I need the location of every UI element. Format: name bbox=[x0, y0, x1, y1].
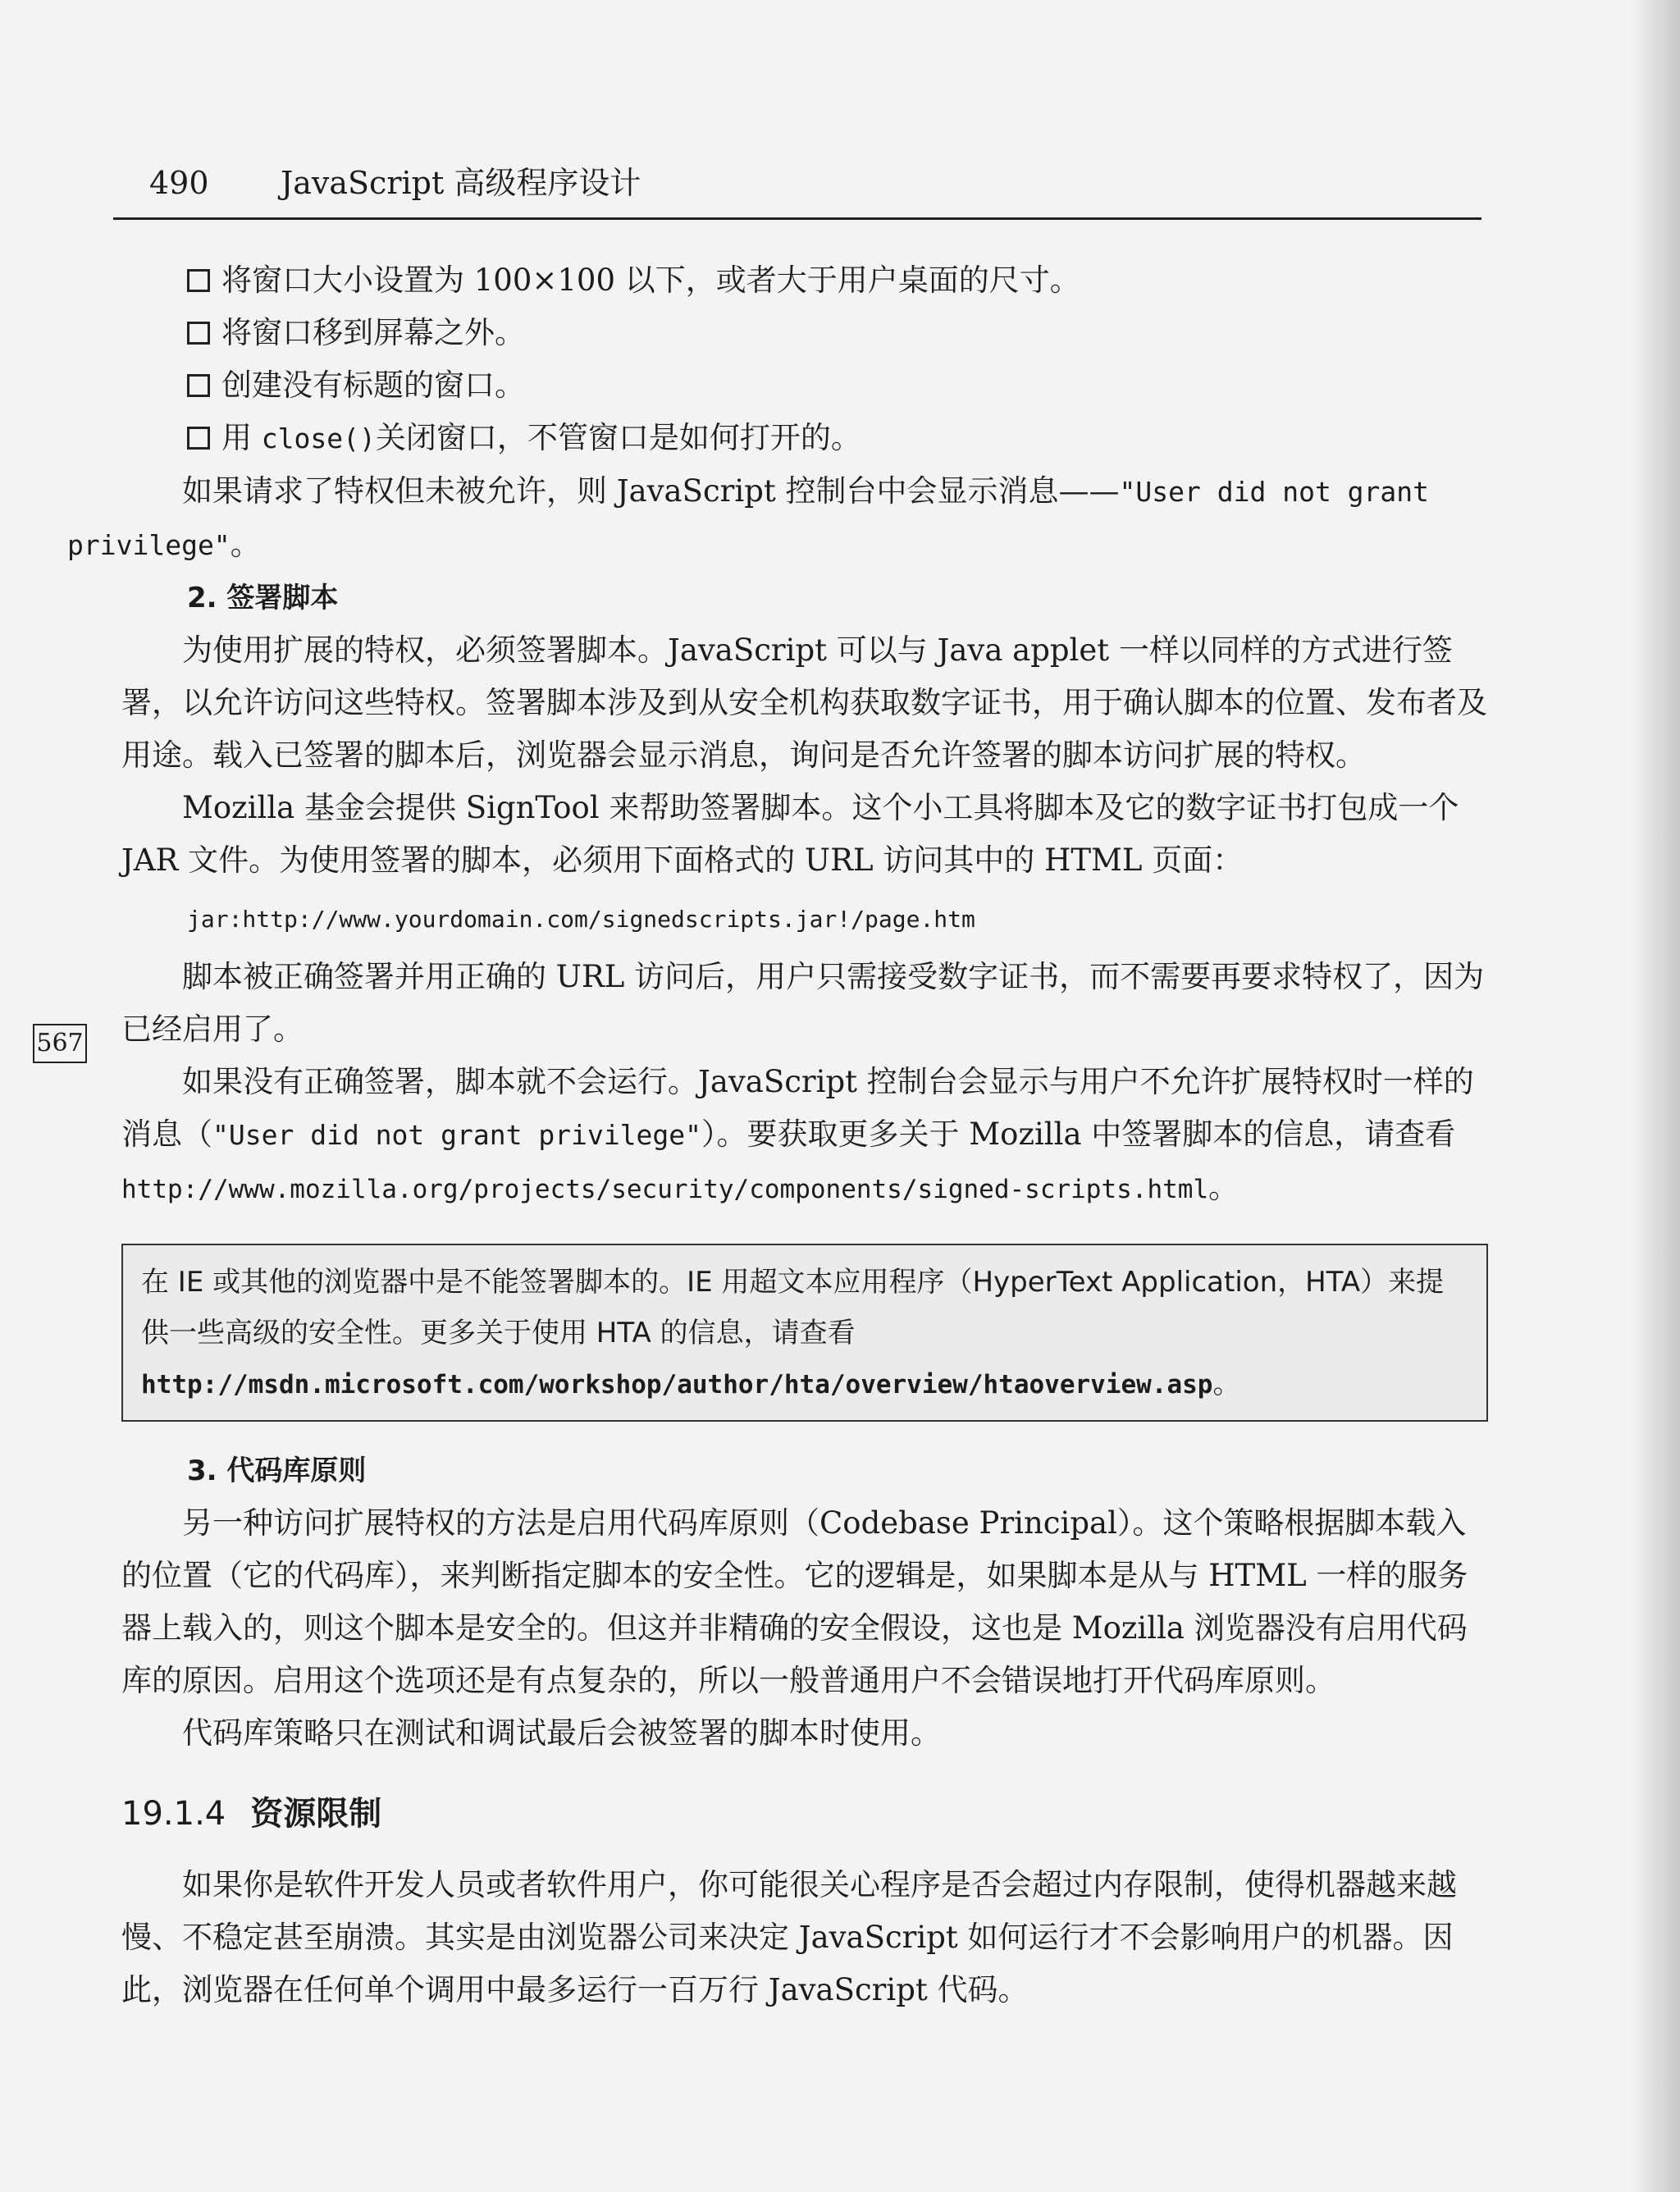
checkbox-bullet-icon bbox=[187, 374, 210, 397]
paragraph-privilege-message: 如果请求了特权但未被允许，则 JavaScript 控制台中会显示消息——"User did not grant privilege"。 bbox=[67, 473, 1430, 562]
book-title: JavaScript 高级程序设计 bbox=[281, 165, 641, 201]
section-heading: 19.1.4 资源限制 bbox=[121, 1795, 382, 1833]
paragraph: 另一种访问扩展特权的方法是启用代码库原则（Codebase Principal）。这个策略根据脚本载入的位置（它的代码库），来判断指定脚本的安全性。它的逻辑是，如果脚本是从与 HTML 一样的服务器上载入的，则这个脚本是安全的。但这并非精确的安全假设，这也是 Mozilla 浏览器没有启用代码库的原因。启用这个选项还是有点复杂的，所以一般普通用户不会错误地打开代码库原则。 bbox=[121, 1505, 1468, 1698]
paragraph: Mozilla 基金会提供 SignTool 来帮助签署脚本。这个小工具将脚本及它的数字证书打包成一个 JAR 文件。为使用签署的脚本，必须用下面格式的 URL 访问其中的 HTML 页面： bbox=[121, 790, 1459, 878]
subheading-signed-scripts: 2. 签署脚本 bbox=[187, 582, 339, 614]
page-edge-shadow bbox=[1631, 0, 1680, 2192]
paragraph: 为使用扩展的特权，必须签署脚本。JavaScript 可以与 Java applet 一样以同样的方式进行签署，以允许访问这些特权。签署脚本涉及到从安全机构获取数字证书，用于确认脚本的位置、发布者及用途。载入已签署的脚本后，浏览器会显示消息，询问是否允许签署的脚本访问扩展的特权。 bbox=[121, 632, 1487, 773]
page-number: 490 bbox=[149, 165, 209, 201]
note-url: http://msdn.microsoft.com/workshop/author/hta/overview/htaoverview.asp bbox=[141, 1370, 1213, 1400]
list-item: 将窗口移到屏幕之外。 bbox=[121, 307, 1491, 359]
subheading-codebase-principal: 3. 代码库原则 bbox=[187, 1454, 367, 1487]
code-sample: jar:http://www.yourdomain.com/signedscripts.jar!/page.htm bbox=[187, 906, 975, 933]
paragraph: 如果你是软件开发人员或者软件用户，你可能很关心程序是否会超过内存限制，使得机器越来越慢、不稳定甚至崩溃。其实是由浏览器公司来决定 JavaScript 如何运行才不会影响用户的机器。因此，浏览器在任何单个调用中最多运行一百万行 JavaScript 代码。 bbox=[121, 1867, 1457, 2007]
checkbox-bullet-icon bbox=[187, 269, 210, 292]
list-item: 将窗口大小设置为 100×100 以下，或者大于用户桌面的尺寸。 bbox=[121, 254, 1491, 307]
list-item: 创建没有标题的窗口。 bbox=[121, 359, 1491, 412]
checkbox-bullet-icon bbox=[187, 322, 210, 345]
paragraph: 代码库策略只在测试和调试最后会被签署的脚本时使用。 bbox=[182, 1715, 941, 1751]
paragraph: 脚本被正确签署并用正确的 URL 访问后，用户只需接受数字证书，而不需要再要求特权了，因为已经启用了。 bbox=[121, 959, 1485, 1047]
paragraph: 如果没有正确签署，脚本就不会运行。JavaScript 控制台会显示与用户不允许扩展特权时一样的消息（"User did not grant privilege"）。要获取更多关于 Mozilla 中签署脚本的信息，请查看 http://www.mozilla.org/projects/security/components/signed-scripts.html。 bbox=[121, 1064, 1474, 1205]
list-item: 用 close()关闭窗口，不管窗口是如何打开的。 bbox=[121, 412, 1491, 465]
margin-page-reference: 567 bbox=[33, 1024, 87, 1063]
page-header bbox=[113, 158, 1481, 220]
page-body bbox=[67, 254, 1491, 2016]
checkbox-bullet-icon bbox=[187, 427, 210, 450]
note-box: 在 IE 或其他的浏览器中是不能签署脚本的。IE 用超文本应用程序（HyperText Application，HTA）来提供一些高级的安全性。更多关于使用 HTA 的信息，请查看 http://msdn.microsoft.com/workshop/author/hta/overview/htaoverview.asp。 bbox=[121, 1244, 1488, 1422]
